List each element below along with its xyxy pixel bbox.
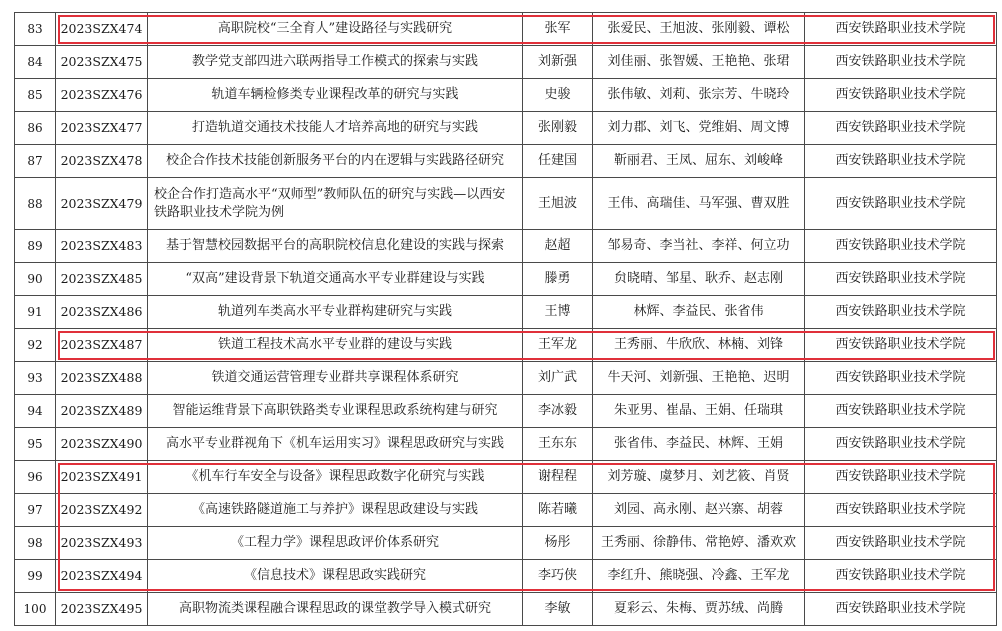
cell-leader: 刘广武 <box>523 362 593 395</box>
cell-organization: 西安铁路职业技术学院 <box>805 296 997 329</box>
cell-members: 邹易奇、李当社、李祥、何立功 <box>593 230 805 263</box>
cell-project-code: 2023SZX486 <box>56 296 148 329</box>
cell-project-title: 智能运维背景下高职铁路类专业课程思政系统构建与研究 <box>148 395 523 428</box>
cell-number: 90 <box>15 263 56 296</box>
cell-project-code: 2023SZX492 <box>56 494 148 527</box>
cell-number: 84 <box>15 46 56 79</box>
cell-leader: 王博 <box>523 296 593 329</box>
cell-project-code: 2023SZX493 <box>56 527 148 560</box>
cell-leader: 任建国 <box>523 145 593 178</box>
cell-number: 85 <box>15 79 56 112</box>
cell-number: 89 <box>15 230 56 263</box>
cell-number: 98 <box>15 527 56 560</box>
cell-project-title: 《高速铁路隧道施工与养护》课程思政建设与实践 <box>148 494 523 527</box>
cell-members: 王伟、高瑞佳、马军强、曹双胜 <box>593 178 805 230</box>
cell-project-title: 教学党支部四进六联两指导工作模式的探索与实践 <box>148 46 523 79</box>
cell-project-code: 2023SZX478 <box>56 145 148 178</box>
cell-leader: 王旭波 <box>523 178 593 230</box>
cell-project-title: 《机车行车安全与设备》课程思政数字化研究与实践 <box>148 461 523 494</box>
table-row <box>15 395 997 428</box>
cell-number: 88 <box>15 178 56 230</box>
cell-project-title: 轨道车辆检修类专业课程改革的研究与实践 <box>148 79 523 112</box>
cell-members: 张伟敏、刘莉、张宗芳、牛晓玲 <box>593 79 805 112</box>
table-row <box>15 79 997 112</box>
project-table <box>14 12 997 626</box>
cell-leader: 李冰毅 <box>523 395 593 428</box>
cell-project-title: 《工程力学》课程思政评价体系研究 <box>148 527 523 560</box>
table-row <box>15 178 997 230</box>
table-row <box>15 329 997 362</box>
cell-project-title: 基于智慧校园数据平台的高职院校信息化建设的实践与探索 <box>148 230 523 263</box>
table-row <box>15 494 997 527</box>
cell-leader: 滕勇 <box>523 263 593 296</box>
cell-leader: 王军龙 <box>523 329 593 362</box>
cell-leader: 张军 <box>523 13 593 46</box>
cell-leader: 史骏 <box>523 79 593 112</box>
cell-members: 王秀丽、徐静伟、常艳婷、潘欢欢 <box>593 527 805 560</box>
table-row <box>15 296 997 329</box>
cell-members: 牛天河、刘新强、王艳艳、迟明 <box>593 362 805 395</box>
table-row <box>15 461 997 494</box>
cell-members: 李红升、熊晓强、冷鑫、王军龙 <box>593 560 805 593</box>
cell-organization: 西安铁路职业技术学院 <box>805 395 997 428</box>
cell-members: 刘园、高永刚、赵兴寨、胡蓉 <box>593 494 805 527</box>
cell-number: 99 <box>15 560 56 593</box>
table-row <box>15 230 997 263</box>
cell-project-code: 2023SZX474 <box>56 13 148 46</box>
cell-members: 刘力郡、刘飞、党维娟、周文博 <box>593 112 805 145</box>
table-row <box>15 145 997 178</box>
cell-leader: 王东东 <box>523 428 593 461</box>
cell-number: 96 <box>15 461 56 494</box>
cell-leader: 赵超 <box>523 230 593 263</box>
cell-project-code: 2023SZX475 <box>56 46 148 79</box>
table-row <box>15 527 997 560</box>
cell-organization: 西安铁路职业技术学院 <box>805 46 997 79</box>
cell-organization: 西安铁路职业技术学院 <box>805 593 997 626</box>
cell-organization: 西安铁路职业技术学院 <box>805 428 997 461</box>
cell-members: 王秀丽、牛欣欣、林楠、刘锋 <box>593 329 805 362</box>
cell-members: 贠晓晴、邹星、耿乔、赵志刚 <box>593 263 805 296</box>
cell-number: 93 <box>15 362 56 395</box>
cell-leader: 杨彤 <box>523 527 593 560</box>
cell-organization: 西安铁路职业技术学院 <box>805 494 997 527</box>
cell-number: 94 <box>15 395 56 428</box>
cell-project-code: 2023SZX479 <box>56 178 148 230</box>
cell-organization: 西安铁路职业技术学院 <box>805 461 997 494</box>
cell-leader: 谢程程 <box>523 461 593 494</box>
cell-leader: 张刚毅 <box>523 112 593 145</box>
cell-project-code: 2023SZX494 <box>56 560 148 593</box>
cell-number: 83 <box>15 13 56 46</box>
cell-project-title: 《信息技术》课程思政实践研究 <box>148 560 523 593</box>
cell-number: 100 <box>15 593 56 626</box>
cell-organization: 西安铁路职业技术学院 <box>805 362 997 395</box>
cell-project-title: 轨道列车类高水平专业群构建研究与实践 <box>148 296 523 329</box>
cell-leader: 李巧侠 <box>523 560 593 593</box>
table-row <box>15 560 997 593</box>
cell-project-code: 2023SZX495 <box>56 593 148 626</box>
cell-members: 靳丽君、王凤、屈东、刘峻峰 <box>593 145 805 178</box>
table-row <box>15 46 997 79</box>
cell-project-title: “双高”建设背景下轨道交通高水平专业群建设与实践 <box>148 263 523 296</box>
cell-project-title: 铁道工程技术高水平专业群的建设与实践 <box>148 329 523 362</box>
cell-members: 夏彩云、朱梅、贾苏绒、尚腾 <box>593 593 805 626</box>
cell-organization: 西安铁路职业技术学院 <box>805 145 997 178</box>
cell-project-code: 2023SZX488 <box>56 362 148 395</box>
cell-leader: 陈若曦 <box>523 494 593 527</box>
cell-members: 林辉、李益民、张省伟 <box>593 296 805 329</box>
cell-organization: 西安铁路职业技术学院 <box>805 263 997 296</box>
cell-members: 刘芳璇、虞梦月、刘艺筱、肖贤 <box>593 461 805 494</box>
project-table-body <box>15 13 997 626</box>
cell-project-code: 2023SZX477 <box>56 112 148 145</box>
cell-organization: 西安铁路职业技术学院 <box>805 329 997 362</box>
cell-organization: 西安铁路职业技术学院 <box>805 178 997 230</box>
cell-project-title: 高职物流类课程融合课程思政的课堂教学导入模式研究 <box>148 593 523 626</box>
table-row <box>15 428 997 461</box>
cell-project-title: 高职院校“三全育人”建设路径与实践研究 <box>148 13 523 46</box>
cell-number: 97 <box>15 494 56 527</box>
cell-organization: 西安铁路职业技术学院 <box>805 560 997 593</box>
cell-members: 张爱民、王旭波、张刚毅、谭松 <box>593 13 805 46</box>
cell-number: 86 <box>15 112 56 145</box>
cell-project-title: 校企合作技术技能创新服务平台的内在逻辑与实践路径研究 <box>148 145 523 178</box>
cell-project-code: 2023SZX491 <box>56 461 148 494</box>
cell-members: 刘佳丽、张智媛、王艳艳、张珺 <box>593 46 805 79</box>
cell-project-code: 2023SZX487 <box>56 329 148 362</box>
table-row <box>15 112 997 145</box>
cell-project-code: 2023SZX490 <box>56 428 148 461</box>
cell-organization: 西安铁路职业技术学院 <box>805 13 997 46</box>
cell-organization: 西安铁路职业技术学院 <box>805 230 997 263</box>
table-row <box>15 13 997 46</box>
cell-project-code: 2023SZX485 <box>56 263 148 296</box>
cell-organization: 西安铁路职业技术学院 <box>805 79 997 112</box>
cell-members: 张省伟、李益民、林辉、王娟 <box>593 428 805 461</box>
cell-members: 朱亚男、崔晶、王娟、任瑞琪 <box>593 395 805 428</box>
cell-organization: 西安铁路职业技术学院 <box>805 527 997 560</box>
cell-number: 92 <box>15 329 56 362</box>
cell-project-code: 2023SZX489 <box>56 395 148 428</box>
table-row <box>15 263 997 296</box>
project-table-container <box>14 12 996 626</box>
cell-organization: 西安铁路职业技术学院 <box>805 112 997 145</box>
cell-number: 95 <box>15 428 56 461</box>
cell-project-title: 打造轨道交通技术技能人才培养高地的研究与实践 <box>148 112 523 145</box>
cell-leader: 刘新强 <box>523 46 593 79</box>
cell-project-title: 铁道交通运营管理专业群共享课程体系研究 <box>148 362 523 395</box>
cell-project-code: 2023SZX476 <box>56 79 148 112</box>
cell-project-title: 高水平专业群视角下《机车运用实习》课程思政研究与实践 <box>148 428 523 461</box>
cell-project-code: 2023SZX483 <box>56 230 148 263</box>
table-row <box>15 593 997 626</box>
cell-leader: 李敏 <box>523 593 593 626</box>
cell-number: 91 <box>15 296 56 329</box>
cell-number: 87 <box>15 145 56 178</box>
cell-project-title: 校企合作打造高水平“双师型”教师队伍的研究与实践—以西安铁路职业技术学院为例 <box>148 178 523 230</box>
table-row <box>15 362 997 395</box>
